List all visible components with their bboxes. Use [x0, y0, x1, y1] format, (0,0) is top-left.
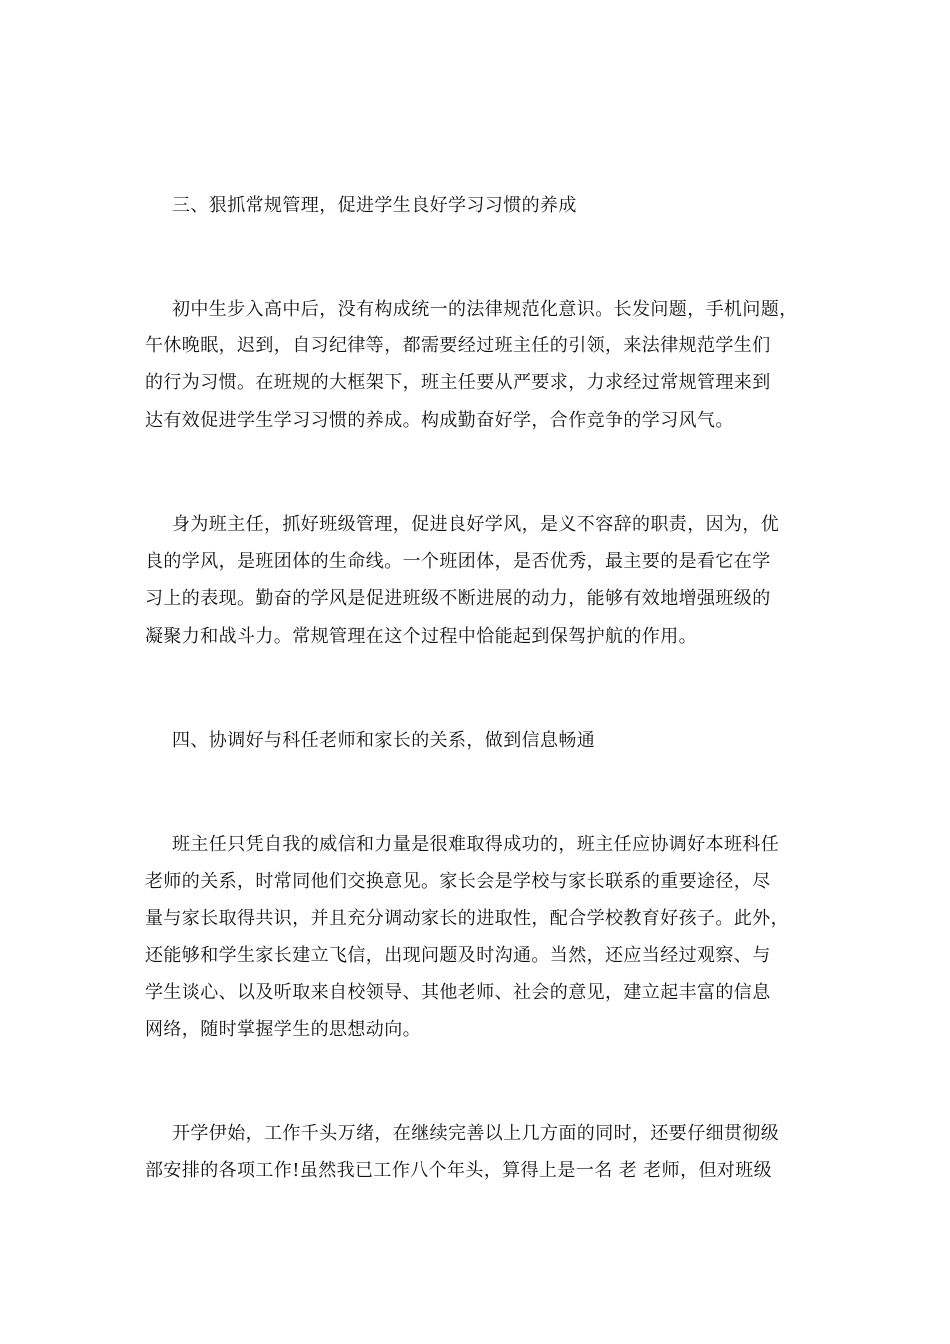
paragraph-line: 开学伊始，工作千头万绪，在继续完善以上几方面的同时，还要仔细贯彻级: [172, 1123, 780, 1144]
paragraph-line: 还能够和学生家长建立飞信，出现问题及时沟通。当然，还应当经过观察、与: [145, 945, 771, 966]
paragraph-line: 老师的关系，时常同他们交换意见。家长会是学校与家长联系的重要途径，尽: [145, 871, 771, 892]
paragraph-line: 午休晚眠，迟到，自习纪律等，都需要经过班主任的引领，来法律规范学生们: [145, 335, 771, 356]
paragraph-line: 班主任只凭自我的威信和力量是很难取得成功的，班主任应协调好本班科任: [172, 834, 780, 855]
paragraph-line: 良的学风，是班团体的生命线。一个班团体，是否优秀，最主要的是看它在学: [145, 551, 771, 572]
paragraph-line: 网络，随时掌握学生的思想动向。: [145, 1019, 421, 1040]
paragraph-line: 习上的表现。勤奋的学风是促进班级不断进展的动力，能够有效地增强班级的: [145, 588, 771, 609]
paragraph-line: 部安排的各项工作!虽然我已工作八个年头，算得上是一名 老 老师，但对班级: [145, 1160, 773, 1181]
paragraph-line: 初中生步入高中后，没有构成统一的法律规范化意识。长发问题，手机问题，: [172, 299, 798, 320]
paragraph-line: 达有效促进学生学习习惯的养成。构成勤奋好学，合作竞争的学习风气。: [145, 410, 734, 431]
paragraph-line: 身为班主任，抓好班级管理，促进良好学风，是义不容辞的职责，因为，优: [172, 514, 780, 535]
paragraph-line: 学生谈心、以及听取来自校领导、其他老师、社会的意见，建立起丰富的信息: [145, 982, 771, 1003]
paragraph-line: 的行为习惯。在班规的大框架下，班主任要从严要求，力求经过常规管理来到: [145, 372, 771, 393]
paragraph-line: 凝聚力和战斗力。常规管理在这个过程中恰能起到保驾护航的作用。: [145, 626, 697, 647]
paragraph-line: 量与家长取得共识，并且充分调动家长的进取性，配合学校教育好孩子。此外，: [145, 908, 789, 929]
section-heading-4: 四、协调好与科任老师和家长的关系，做到信息畅通: [172, 730, 596, 751]
section-heading-3: 三、狠抓常规管理，促进学生良好学习习惯的养成: [172, 195, 577, 216]
